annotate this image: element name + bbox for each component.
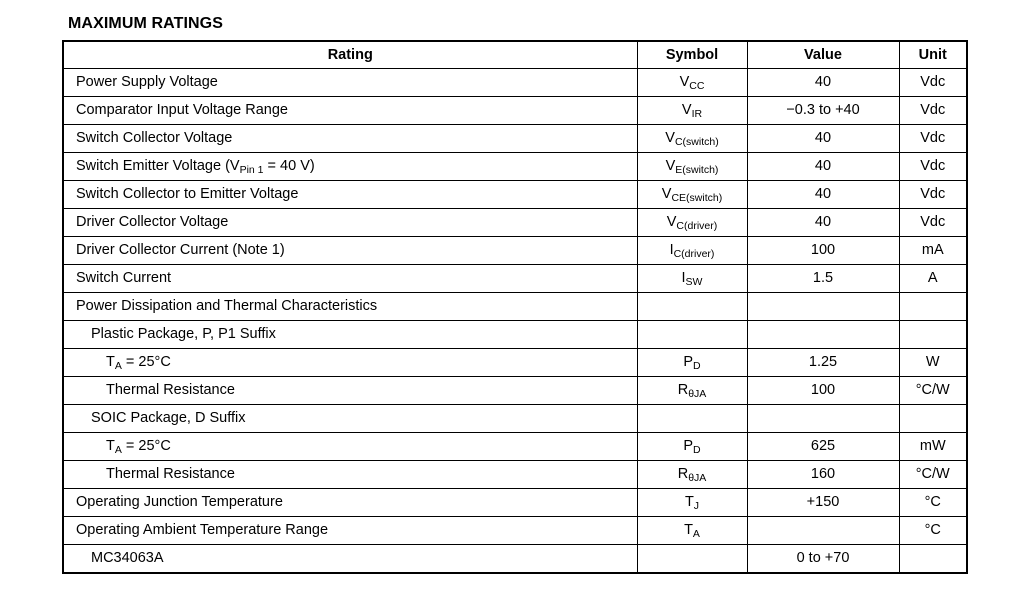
rating-cell: $T_A = 25^\circ C$ (63, 349, 637, 377)
symbol-cell (637, 405, 747, 433)
symbol-cell (637, 545, 747, 573)
symbol-cell: $V_{CE(switch)}$ (637, 181, 747, 209)
table-row (63, 293, 967, 321)
table-row (63, 517, 967, 545)
value-cell: 40 (747, 69, 899, 97)
rating-cell: Comparator Input Voltage Range (63, 97, 637, 125)
value-cell: 40 (747, 209, 899, 237)
symbol-cell: $V_{IR}$ (637, 97, 747, 125)
table-row (63, 237, 967, 265)
symbol-cell: $V_{E(switch)}$ (637, 153, 747, 181)
rating-cell: SOIC Package, D Suffix (63, 405, 637, 433)
table-row (63, 97, 967, 125)
table-row (63, 321, 967, 349)
value-cell: 100 (747, 377, 899, 405)
table-row (63, 69, 967, 97)
value-cell (747, 405, 899, 433)
rating-cell: Switch Emitter Voltage ($V_{Pin 1} = 40$ V) (63, 153, 637, 181)
value-cell: 40 (747, 181, 899, 209)
unit-cell: Vdc (899, 153, 967, 181)
table-row (63, 265, 967, 293)
table-row (63, 461, 967, 489)
rating-cell: Operating Ambient Temperature Range (63, 517, 637, 545)
symbol-cell: $V_{C(driver)}$ (637, 209, 747, 237)
maximum-ratings-table (62, 40, 968, 574)
unit-cell: °C (899, 489, 967, 517)
table-row (63, 433, 967, 461)
header-unit: Unit (899, 41, 967, 69)
symbol-cell: $T_A$ (637, 517, 747, 545)
table-row (63, 489, 967, 517)
table-row (63, 545, 967, 573)
table-row (63, 209, 967, 237)
table-row (63, 153, 967, 181)
symbol-cell (637, 321, 747, 349)
header-symbol: Symbol (637, 41, 747, 69)
unit-cell: W (899, 349, 967, 377)
unit-cell: °C/W (899, 377, 967, 405)
value-cell (747, 293, 899, 321)
value-cell: +150 (747, 489, 899, 517)
symbol-cell: $V_{C(switch)}$ (637, 125, 747, 153)
symbol-cell: $R_{\theta JA}$ (637, 461, 747, 489)
unit-cell: Vdc (899, 181, 967, 209)
rating-cell: Switch Current (63, 265, 637, 293)
symbol-cell: $P_D$ (637, 349, 747, 377)
rating-cell: Driver Collector Voltage (63, 209, 637, 237)
value-cell: 1.25 (747, 349, 899, 377)
unit-cell: Vdc (899, 209, 967, 237)
value-cell: 0 to +70 (747, 545, 899, 573)
header-rating: Rating (63, 41, 637, 69)
table-row (63, 405, 967, 433)
table-row (63, 125, 967, 153)
unit-cell: A (899, 265, 967, 293)
symbol-cell (637, 293, 747, 321)
rating-cell: Power Supply Voltage (63, 69, 637, 97)
unit-cell: mA (899, 237, 967, 265)
unit-cell: °C (899, 517, 967, 545)
rating-cell: MC34063A (63, 545, 637, 573)
unit-cell (899, 545, 967, 573)
rating-cell: Thermal Resistance (63, 461, 637, 489)
value-cell: 625 (747, 433, 899, 461)
rating-cell: Switch Collector to Emitter Voltage (63, 181, 637, 209)
unit-cell: mW (899, 433, 967, 461)
rating-cell: Plastic Package, P, P1 Suffix (63, 321, 637, 349)
value-cell: 40 (747, 153, 899, 181)
table-row (63, 377, 967, 405)
header-row (63, 41, 967, 69)
value-cell: 1.5 (747, 265, 899, 293)
rating-cell: Operating Junction Temperature (63, 489, 637, 517)
value-cell (747, 321, 899, 349)
unit-cell (899, 293, 967, 321)
symbol-cell: $V_{CC}$ (637, 69, 747, 97)
unit-cell: Vdc (899, 125, 967, 153)
table-row (63, 181, 967, 209)
rating-cell: Switch Collector Voltage (63, 125, 637, 153)
unit-cell (899, 321, 967, 349)
rating-cell: Thermal Resistance (63, 377, 637, 405)
value-cell: −0.3 to +40 (747, 97, 899, 125)
rating-cell: Power Dissipation and Thermal Characteristics (63, 293, 637, 321)
header-value: Value (747, 41, 899, 69)
table-row (63, 349, 967, 377)
rating-cell: $T_A = 25^\circ C$ (63, 433, 637, 461)
symbol-cell: $T_J$ (637, 489, 747, 517)
value-cell: 40 (747, 125, 899, 153)
value-cell: 160 (747, 461, 899, 489)
unit-cell (899, 405, 967, 433)
value-cell (747, 517, 899, 545)
rating-cell: Driver Collector Current (Note 1) (63, 237, 637, 265)
unit-cell: Vdc (899, 97, 967, 125)
unit-cell: Vdc (899, 69, 967, 97)
symbol-cell: $P_D$ (637, 433, 747, 461)
symbol-cell: $R_{\theta JA}$ (637, 377, 747, 405)
unit-cell: °C/W (899, 461, 967, 489)
section-title: MAXIMUM RATINGS (68, 15, 223, 32)
symbol-cell: $I_{SW}$ (637, 265, 747, 293)
value-cell: 100 (747, 237, 899, 265)
symbol-cell: $I_{C(driver)}$ (637, 237, 747, 265)
